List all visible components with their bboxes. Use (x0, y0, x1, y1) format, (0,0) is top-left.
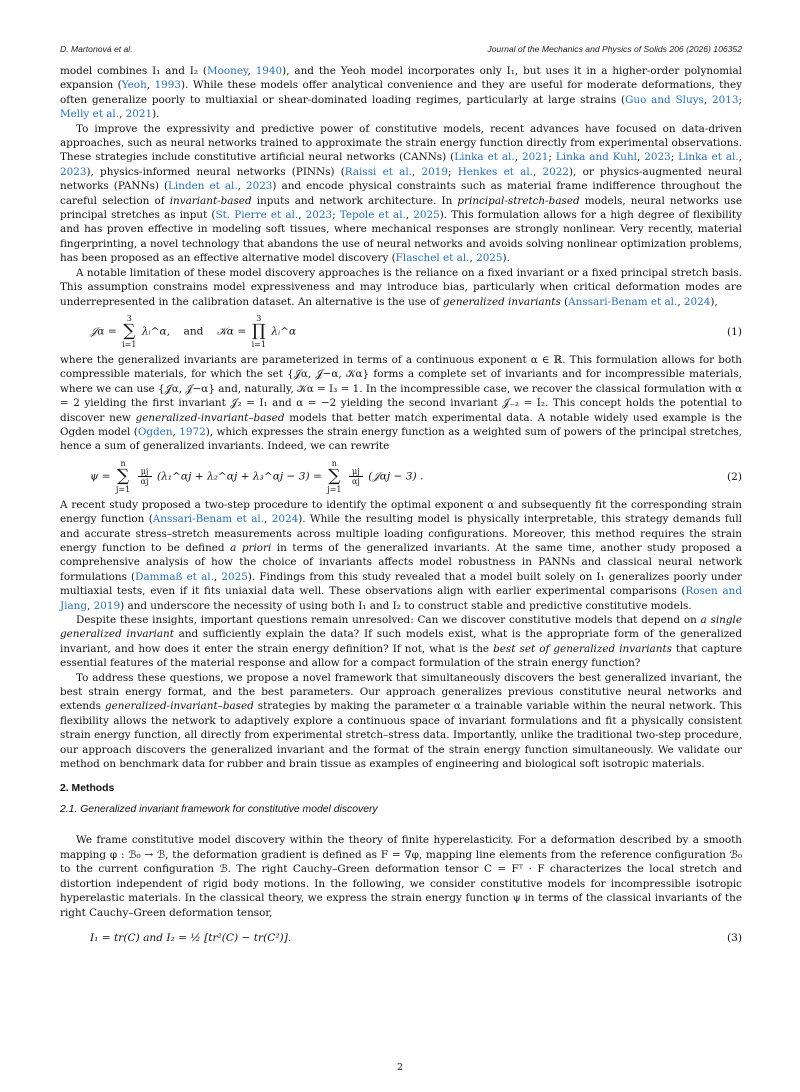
citation-link[interactable]: 2024 (271, 513, 299, 526)
fraction-a (138, 467, 152, 486)
equation-number-3: (3) (726, 931, 742, 944)
body-text: model combines I₁ and I₂ ( (60, 65, 207, 77)
body-text: , (738, 151, 742, 164)
body-text: , (532, 165, 543, 178)
body-text: A recent study proposed a two-step procedure to identify the optimal exponent α and subsequently fit the corresponding strain energy function ( (60, 498, 742, 526)
body-text: strategies by making the parameter α a trainable variable within the neural network. This flexibility allows the network to adaptively explore a continuous space of invariant formulations and fit a physically consistent strain energy function, all directly from experimental stretch–stress data. Importantly, unlike the traditional two-step procedure, our approach discovers the generalized invariant and the format of the strain energy function simultaneously. We validate our method on benchmark data for rubber and brain tissue as examples of engineering and biological soft isotropic materials. (60, 700, 742, 771)
fraction-b (349, 467, 363, 486)
body-text: , (237, 180, 246, 193)
citation-link[interactable]: Linka and Kuhl (555, 151, 637, 164)
body-text: ( (560, 295, 569, 308)
body-text: , (172, 425, 180, 438)
frac-b-num: μj (352, 467, 360, 477)
body-text: ), which expresses the strain energy function as a weighted sum of powers of the principal stretches, hence a sum of generalized invariants. Indeed, we can rewrite (60, 425, 742, 453)
body-text: , (514, 151, 522, 164)
sum-a-upper: n (120, 459, 126, 469)
emphasis-text: generalized invariants (443, 295, 561, 308)
citation-link[interactable]: 2019 (93, 599, 121, 612)
sum-symbol-b: n ∑ j=1 (327, 459, 342, 495)
body-text: that capture essential features of the material response and allow for a compact formulation of the strain energy function? (60, 642, 742, 670)
frac-b-den: αj (351, 477, 360, 487)
citation-link[interactable]: Guo and Sluys (625, 93, 704, 106)
citation-link[interactable]: Yeoh (121, 79, 147, 92)
body-text: , (213, 570, 222, 583)
body-text: , (636, 151, 645, 164)
eq2-lhs: ψ = (90, 470, 114, 483)
body-text: ). Findings from this study revealed that a model built solely on I₁ generalizes poorly under multiaxial tests, even if it fits uniaxial data well. These observations align with earlier experimental comparisons ( (60, 570, 742, 598)
paragraph-3 (60, 266, 742, 309)
citation-link[interactable]: 2021 (521, 151, 549, 164)
frac-a-num: μj (140, 467, 149, 477)
section-heading: 2. Methods (60, 783, 115, 795)
body-text: , (469, 252, 477, 265)
prod-upper: 3 (256, 314, 262, 324)
sum-symbol-a: n ∑ j=1 (115, 459, 131, 495)
eq1-term2: λᵢ^α (271, 325, 297, 338)
citation-link[interactable]: 2021 (125, 108, 153, 121)
body-text: ). (152, 108, 160, 121)
sum-lower: i=1 (122, 340, 137, 350)
author-header: D. Martonová et al. (60, 44, 133, 54)
body-text: ; (332, 209, 340, 222)
equation-3 (60, 928, 742, 948)
body-text: A notable limitation of these model discovery approaches is the reliance on a fixed invariant or a fixed principal stretch basis. This assumption constrains model expressiveness and may introduce bias, particularly when critical deformation modes are underrepresented in the calibration dataset. An alternative is the use of (60, 266, 742, 308)
emphasis-text: a single generalized invariant (60, 614, 742, 641)
citation-link[interactable]: Henkes et al. (457, 165, 533, 178)
citation-link[interactable]: Dammaß et al. (135, 570, 214, 583)
citation-link[interactable]: 2025 (221, 570, 248, 583)
paragraph-2 (60, 122, 742, 266)
sum-b-lower: j=1 (327, 485, 342, 495)
sum-a-lower: j=1 (115, 485, 131, 495)
citation-link[interactable]: Raissi et al. (344, 165, 412, 178)
body-text: , (411, 165, 422, 178)
eq1-lhs2: 𝒦α = (216, 325, 250, 338)
body-text: ; (548, 151, 556, 164)
emphasis-text: principal-stretch-based (457, 194, 580, 207)
running-head (60, 44, 742, 54)
citation-link[interactable]: Linka et al. (678, 151, 739, 164)
citation-link[interactable]: 2023 (60, 165, 87, 178)
page-content (60, 44, 742, 948)
citation-link[interactable]: 2023 (245, 180, 273, 193)
body-text: ), or physics-augmented neural networks (PANNs) ( (60, 165, 743, 193)
paragraph-4 (60, 353, 742, 454)
body-text: , (677, 295, 684, 308)
citation-link[interactable]: Rosen and Jiang (60, 585, 743, 612)
body-text: , (703, 93, 713, 106)
body-text: ) and encode physical constraints such as material frame indifference throughout the careful selection of (60, 180, 742, 207)
equation-2 (60, 460, 742, 494)
citation-link[interactable]: 2024 (683, 295, 711, 308)
body-text: ) and underscore the necessity of using both I₁ and I₂ to construct stable and predictive constitutive models. (120, 599, 692, 612)
body-text: ; (738, 93, 742, 106)
body-text: models that better match experimental data. A notable widely used example is the Ogden model ( (60, 411, 742, 438)
journal-header: Journal of the Mechanics and Physics of Solids 206 (2026) 106352 (487, 44, 742, 54)
sum-upper: 3 (126, 314, 132, 324)
frac-a-den: αj (140, 477, 149, 487)
body-text: ). While the resulting model is physically interpretable, this strategy demands full and accurate stress–stretch measurements across multiple loading configurations. Moreover, this method requires the strain energy function to be defined (60, 513, 743, 554)
citation-link[interactable]: Melly et al. (60, 108, 120, 121)
body-text: To address these questions, we propose a novel framework that simultaneously discovers the best generalized invariant, the best strain energy format, and the best parameters. Our approach generalizes previous constitutive neural networks and extends (60, 671, 742, 713)
page-number: 2 (396, 1062, 404, 1073)
citation-link[interactable]: 2013 (712, 93, 739, 106)
citation-link[interactable]: St. Pierre et al. (215, 209, 299, 222)
citation-link[interactable]: 1972 (179, 425, 206, 438)
emphasis-text: best set of generalized invariants (493, 642, 672, 655)
equation-1 (60, 315, 742, 349)
body-text: , (87, 599, 94, 612)
body-text: ), and the Yeoh model incorporates only I₁, but uses it in a higher-order polynomial expansion ( (60, 65, 742, 92)
body-text: , (405, 209, 414, 222)
paragraph-1 (60, 64, 742, 122)
body-text: ; (447, 165, 458, 178)
citation-link[interactable]: 1940 (255, 65, 283, 77)
equation-number-2: (2) (726, 470, 742, 483)
paragraph-5 (60, 498, 742, 613)
eq1-term1: λᵢ^α, (141, 325, 171, 338)
eq1-lhs1: 𝒥α = (90, 325, 121, 338)
emphasis-text: a priori (230, 541, 272, 554)
citation-link[interactable]: 2025 (413, 209, 440, 222)
body-text: models, neural networks use principal stretches as input ( (60, 194, 742, 222)
prod-lower: i=1 (251, 340, 266, 350)
citation-link[interactable]: Linden et al. (168, 180, 238, 193)
body-text: where the generalized invariants are parameterized in terms of a continuous exponent α ∈ ℝ. This formulation allows for both compressible materials, for which the set {𝒥α, 𝒥−α, 𝒦α} forms a complete set of invariants and for incompressible materials, where we can use {𝒥α, 𝒥−α} and, naturally, 𝒦α = I₃ = 1. In the incompressible case, we recover the classical formulation with α = 2 yielding the first invariant 𝒥₂ = I₁ and α = −2 yielding the second invariant 𝒥₋₂ = I₂. This concept holds the potential to discover new (60, 353, 742, 424)
body-text: ; (670, 151, 679, 164)
citation-link[interactable]: Tepole et al. (339, 209, 406, 222)
citation-link[interactable]: Linka et al. (454, 151, 515, 164)
eq3-body: I₁ = tr(C) and I₂ = ½ [tr²(C) − tr(C²)]. (90, 931, 292, 944)
body-text: We frame constitutive model discovery within the theory of finite hyperelasticity. For a deformation described by a smooth mapping φ : ℬ₀ → ℬ, the deformation gradient is defined as F = ∇φ, mapping line elements from the reference configuration ℬ₀ to the current configuration ℬ. The right Cauchy–Green deformation tensor C = Fᵀ · F characterizes the local stretch and distortion independent of rigid body motions. In the following, we consider constitutive models for incompressible isotropic hyperelastic materials. In the classical theory, we express the strain energy function ψ in terms of the classical invariants of the right Cauchy–Green deformation tensor, (60, 834, 742, 919)
product-symbol: 3 ∏ i=1 (251, 314, 266, 350)
citation-link[interactable]: 1993 (154, 79, 182, 92)
citation-link[interactable]: Mooney (206, 65, 248, 77)
emphasis-text: generalized-invariant–based (135, 411, 285, 424)
paragraph-8 (60, 833, 742, 919)
body-text: Despite these insights, important questions remain unresolved: Can we discover constitutive models that depend on (76, 614, 701, 626)
citation-link[interactable]: 2019 (421, 165, 448, 178)
body-text: in terms of the generalized invariants. At the same time, another study proposed a comprehensive analysis of how the choice of invariants affects model robustness in PANNs and classical neural network formulations ( (60, 541, 742, 583)
body-text: , (298, 209, 306, 222)
eq2-bracket1: (λ₁^αj + λ₂^αj + λ₃^αj − 3) = (156, 470, 326, 483)
citation-link[interactable]: Anssari-Benam et al. (568, 295, 678, 308)
body-text: ). This formulation allows for a high degree of flexibility and has proven effective in modeling soft tissues, where mechanical responses are strongly nonlinear. Very recently, material fingerprinting, a novel technology that abandons the use of neural networks and avoids solving nonlinear optimization problems, has been proposed as an effective alternative model discovery ( (60, 209, 742, 265)
citation-link[interactable]: Flaschel et al. (395, 252, 470, 265)
citation-link[interactable]: 2025 (476, 252, 503, 265)
body-text: ). While these models offer analytical convenience and they are useful for moderate deformations, they often generalize poorly to multiaxial or shear-dominated loading regimes, particularly at large strains ( (60, 79, 742, 106)
paragraph-6 (60, 613, 742, 671)
body-text: , (119, 108, 126, 121)
citation-link[interactable]: Ogden (137, 425, 173, 438)
body-text: , (264, 513, 272, 526)
body-text: ), physics-informed neural networks (PINNs) ( (86, 165, 345, 178)
paragraph-7 (60, 671, 742, 772)
citation-link[interactable]: 2022 (542, 165, 569, 178)
sum-b-upper: n (331, 459, 337, 469)
subsection-heading: 2.1. Generalized invariant framework for constitutive model discovery (60, 804, 378, 816)
body-text: , (146, 79, 155, 92)
sum-symbol: 3 ∑ i=1 (122, 314, 137, 350)
body-text: , (247, 65, 256, 77)
body-text: and sufficiently explain the data? If such models exist, what is the appropriate form of the generalized invariant, and how does it enter the strain energy definition? If not, what is the (60, 628, 742, 655)
equation-number-1: (1) (726, 325, 742, 338)
citation-link[interactable]: 2023 (644, 151, 671, 164)
eq2-bracket2: (𝒥αj − 3) . (368, 470, 424, 483)
citation-link[interactable]: Anssari-Benam et al. (152, 513, 265, 526)
body-text: ), (710, 295, 718, 308)
citation-link[interactable]: 2023 (305, 209, 333, 222)
body-text: inputs and network architecture. In (251, 194, 458, 207)
body-text: ). (502, 252, 510, 265)
eq1-and: and (183, 325, 204, 338)
body-text: To improve the expressivity and predictive power of constitutive models, recent advances have focused on data-driven approaches, such as neural networks trained to approximate the strain energy function directly from experimental observations. These strategies include constitutive artificial neural networks (CANNs) ( (60, 122, 742, 164)
emphasis-text: generalized-invariant–based (104, 700, 254, 713)
emphasis-text: invariant-based (169, 194, 252, 207)
